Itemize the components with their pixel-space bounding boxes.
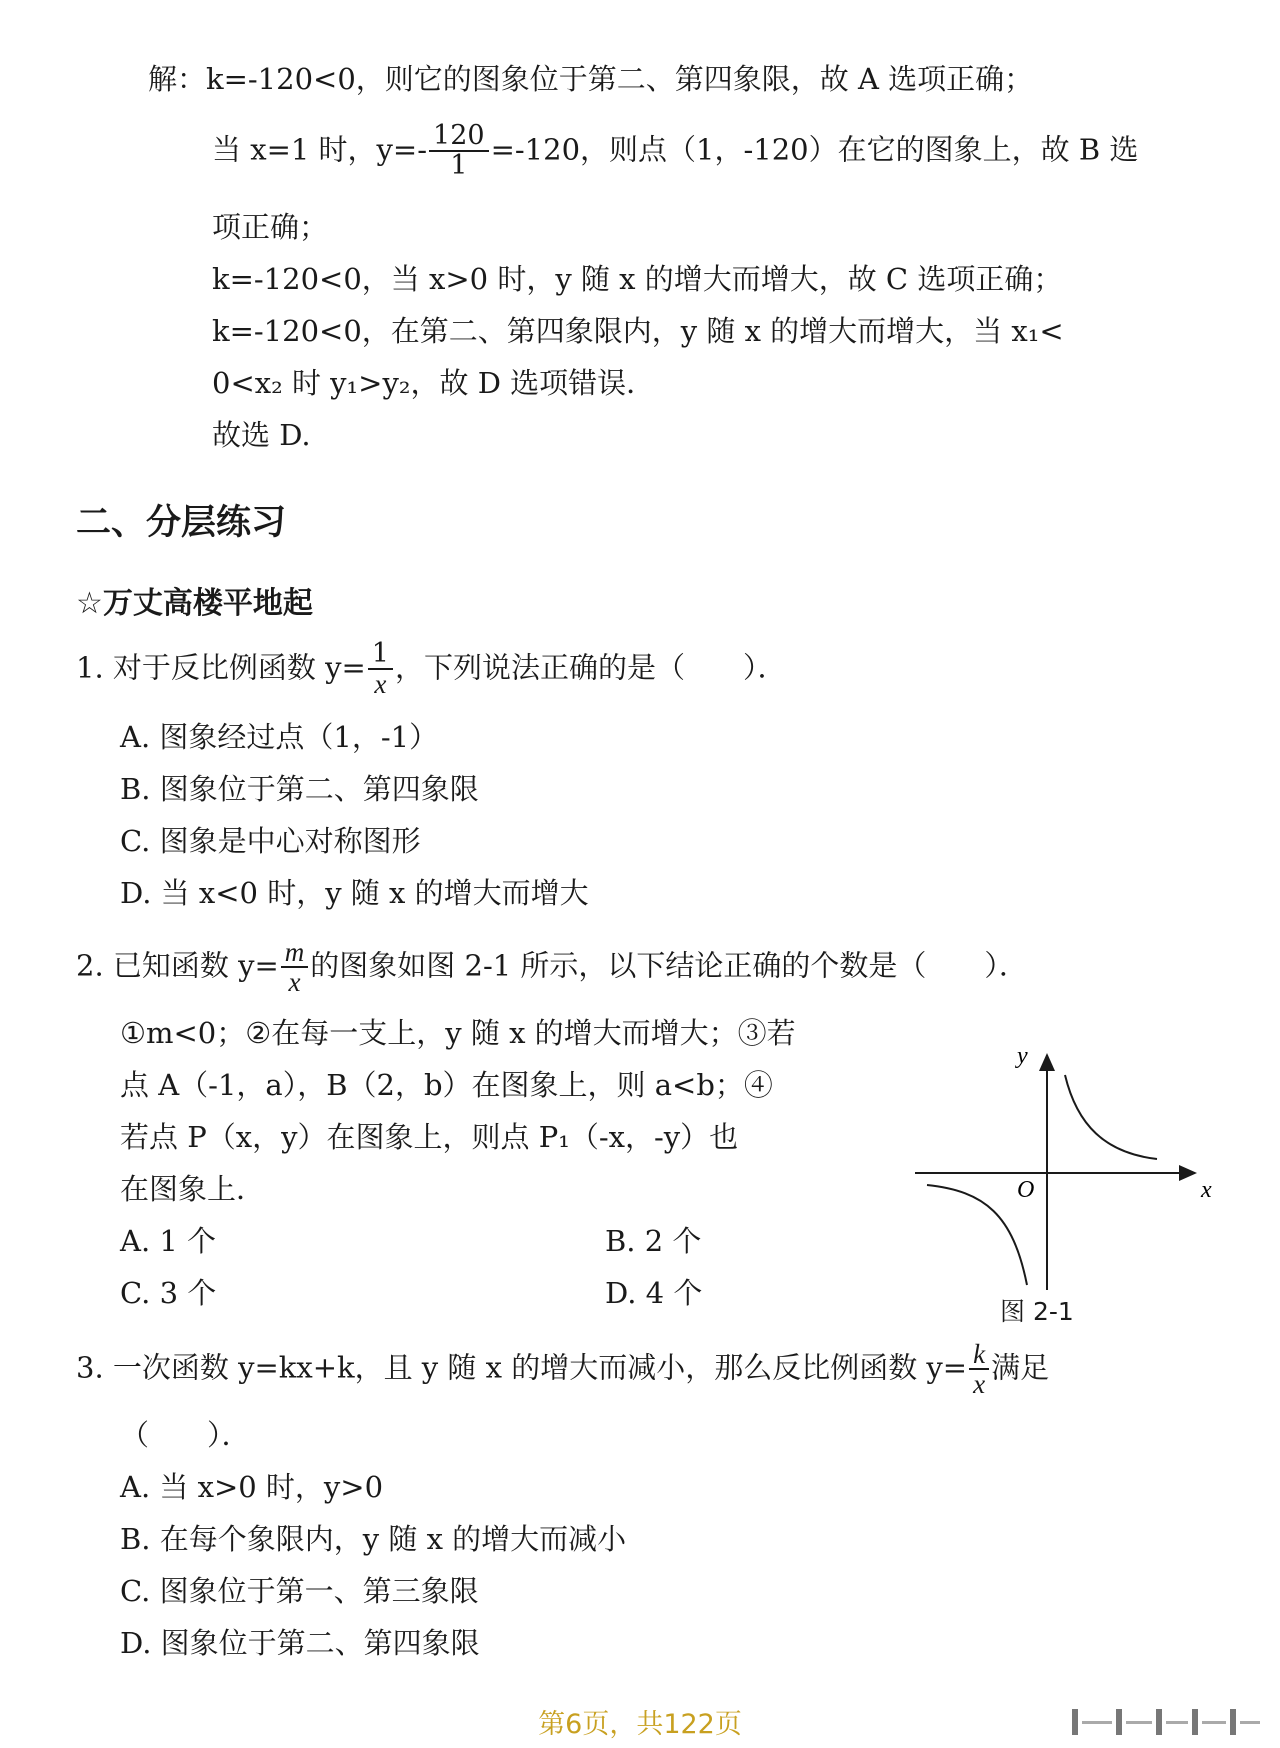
solution-line-4: k=-120<0，当 x>0 时，y 随 x 的增大而增大，故 C 选项正确； — [212, 262, 1063, 296]
y-axis-label: y — [1017, 1043, 1028, 1069]
q2-fraction — [281, 938, 309, 997]
hyperbola-branch-q3 — [927, 1185, 1027, 1285]
q2-option-a: A. 1 个 — [120, 1224, 217, 1258]
hyperbola-figure — [905, 1010, 1235, 1340]
figure-caption: 图 2-1 — [1000, 1297, 1074, 1326]
x-axis-label: x — [1201, 1177, 1212, 1203]
fraction-denominator: 1 — [450, 150, 468, 182]
origin-label: O — [1017, 1177, 1035, 1203]
fraction-120-over-1 — [429, 122, 489, 181]
page-footer: 第6页，共122页 — [538, 1709, 742, 1740]
q1-option-a: A. 图象经过点（1，-1） — [120, 720, 439, 754]
q2-option-b: B. 2 个 — [605, 1224, 702, 1258]
solution-line-2-a: 当 x=1 时，y=- — [212, 132, 428, 167]
solution-line-2 — [212, 122, 1138, 181]
q3-option-a: A. 当 x>0 时，y>0 — [120, 1470, 384, 1504]
q2-numerator: m — [281, 938, 309, 968]
q3-stem-a: 3. 一次函数 y=kx+k，且 y 随 x 的增大而减小，那么反比例函数 y= — [76, 1350, 968, 1385]
q2-option-d: D. 4 个 — [605, 1276, 703, 1310]
q3-option-d: D. 图象位于第二、第四象限 — [120, 1626, 480, 1660]
q1-option-d: D. 当 x<0 时，y 随 x 的增大而增大 — [120, 876, 589, 910]
solution-line-3: 项正确； — [212, 210, 329, 244]
q2-stem — [76, 938, 1028, 997]
solution-line-5: k=-120<0，在第二、第四象限内，y 随 x 的增大而增大，当 x₁< — [212, 314, 1064, 348]
q3-stem-b: 满足 — [991, 1350, 1050, 1385]
q1-fraction — [368, 640, 393, 699]
solution-line-2-b: =-120，则点（1，-120）在它的图象上，故 B 选 — [490, 132, 1139, 167]
q1-stem-a: 1. 对于反比例函数 y= — [76, 650, 366, 685]
fraction-numerator: 120 — [429, 122, 489, 152]
q1-stem-b: ，下列说法正确的是（ ）． — [394, 650, 787, 685]
q3-fraction — [969, 1340, 989, 1399]
q2-option-c: C. 3 个 — [120, 1276, 217, 1310]
q2-stem-b: 的图象如图 2-1 所示，以下结论正确的个数是（ ）． — [310, 948, 1028, 983]
q3-option-c: C. 图象位于第一、第三象限 — [120, 1574, 479, 1608]
solution-line-1: 解：k=-120<0，则它的图象位于第二、第四象限，故 A 选项正确； — [148, 62, 1034, 96]
section-title: 二、分层练习 — [76, 503, 287, 543]
q1-option-b: B. 图象位于第二、第四象限 — [120, 772, 479, 806]
q3-stem — [76, 1340, 1049, 1399]
solution-line-6: 0<x₂ 时 y₁>y₂，故 D 选项错误． — [212, 366, 656, 400]
q2-body-line-3: 若点 P（x，y）在图象上，则点 P₁（-x，-y）也 — [120, 1120, 739, 1154]
q1-option-c: C. 图象是中心对称图形 — [120, 824, 421, 858]
q2-body-line-2: 点 A（-1，a），B（2，b）在图象上，则 a<b；④ — [120, 1068, 773, 1102]
solution-line-7: 故选 D. — [212, 418, 311, 452]
q1-denominator: x — [374, 669, 387, 700]
q2-denominator: x — [288, 967, 301, 998]
q3-denominator: x — [973, 1369, 986, 1400]
page-thumbnail-bars-icon — [1072, 1705, 1262, 1739]
hyperbola-branch-q1 — [1065, 1075, 1157, 1159]
q3-stem-paren: （ ）． — [120, 1418, 251, 1452]
q1-stem — [76, 640, 787, 699]
q2-body-line-1: ①m<0；②在每一支上，y 随 x 的增大而增大；③若 — [120, 1016, 796, 1050]
q3-option-b: B. 在每个象限内，y 随 x 的增大而减小 — [120, 1522, 627, 1556]
q1-numerator: 1 — [368, 640, 393, 670]
subsection-title: ☆万丈高楼平地起 — [76, 586, 313, 621]
q3-numerator: k — [969, 1340, 989, 1370]
q2-body-line-4: 在图象上． — [120, 1172, 266, 1206]
q2-stem-a: 2. 已知函数 y= — [76, 948, 279, 983]
